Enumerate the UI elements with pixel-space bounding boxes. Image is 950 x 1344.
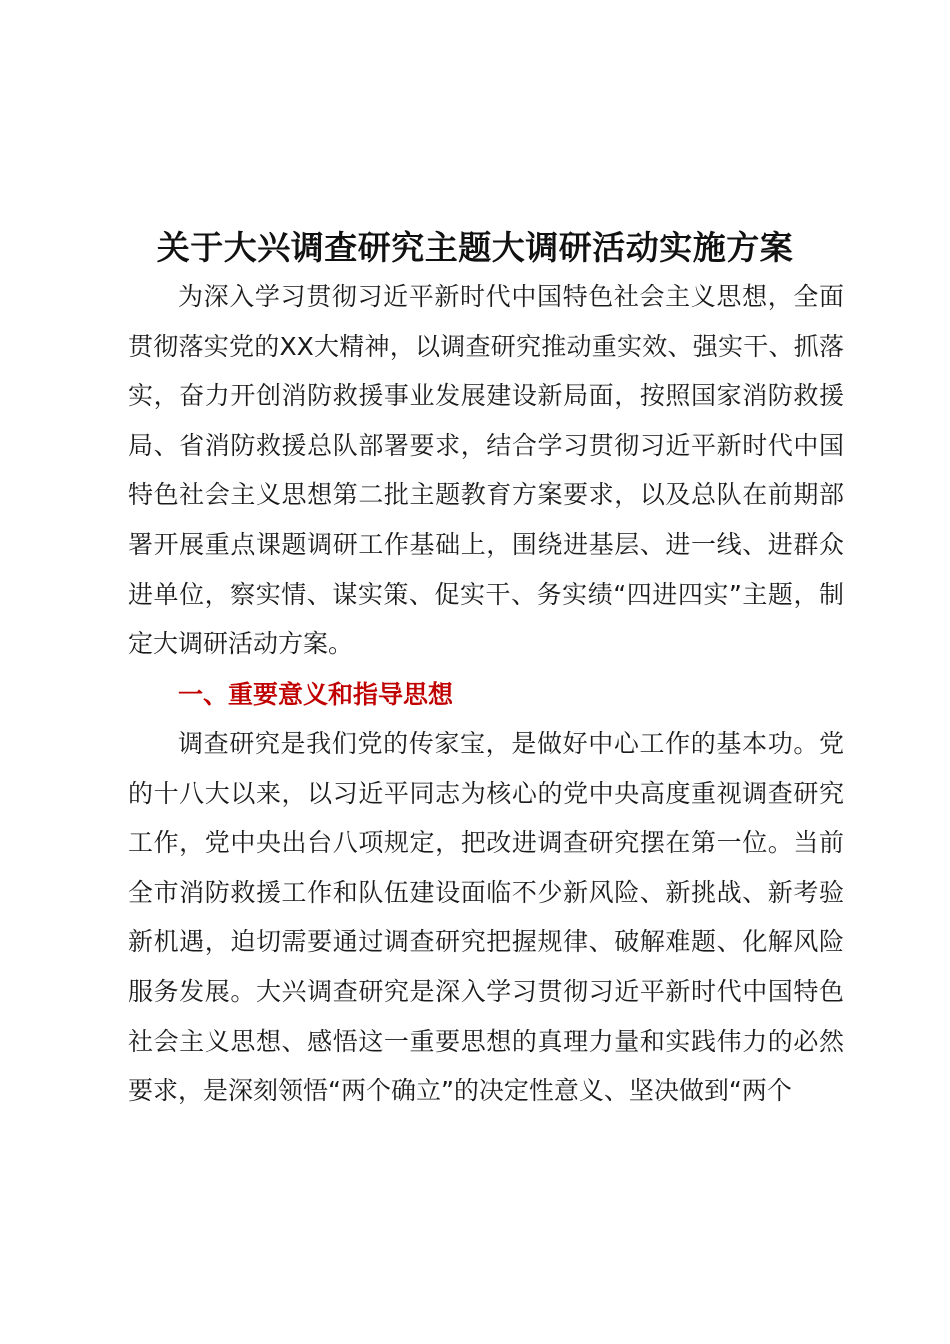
intro-paragraph: 为深入学习贯彻习近平新时代中国特色社会主义思想，全面贯彻落实党的XX大精神，以调查研究推动重实效、强实干、抓落实，奋力开创消防救援事业发展建设新局面，按照国家消防救援局、省消防救援总队部署要求，结合学习贯彻习近平新时代中国特色社会主义思想第二批主题教育方案要求，以及总队在前期部署开展重点课题调研工作基础上，围绕进基层、进一线、进群众进单位，察实情、谋实策、促实干、务实绩“四进四实”主题，制定大调研活动方案。 (128, 282, 844, 659)
section-1-paragraph: 调查研究是我们党的传家宝，是做好中心工作的基本功。党的十八大以来，以习近平同志为核心的党中央高度重视调查研究工作，党中央出台八项规定，把改进调查研究摆在第一位。当前全市消防救援工作和队伍建设面临不少新风险、新挑战、新考验新机遇，迫切需要通过调查研究把握规律、破解难题、化解风险服务发展。大兴调查研究是深入学习贯彻习近平新时代中国特色社会主义思想、感悟这一重要思想的真理力量和实践伟力的必然要求，是深刻领悟“两个确立”的决定性意义、坚决做到“两个 (128, 729, 844, 1106)
document-title: 关于大兴调查研究主题大调研活动实施方案 (156, 228, 794, 268)
section-heading-1: 一、重要意义和指导思想 (178, 680, 454, 709)
